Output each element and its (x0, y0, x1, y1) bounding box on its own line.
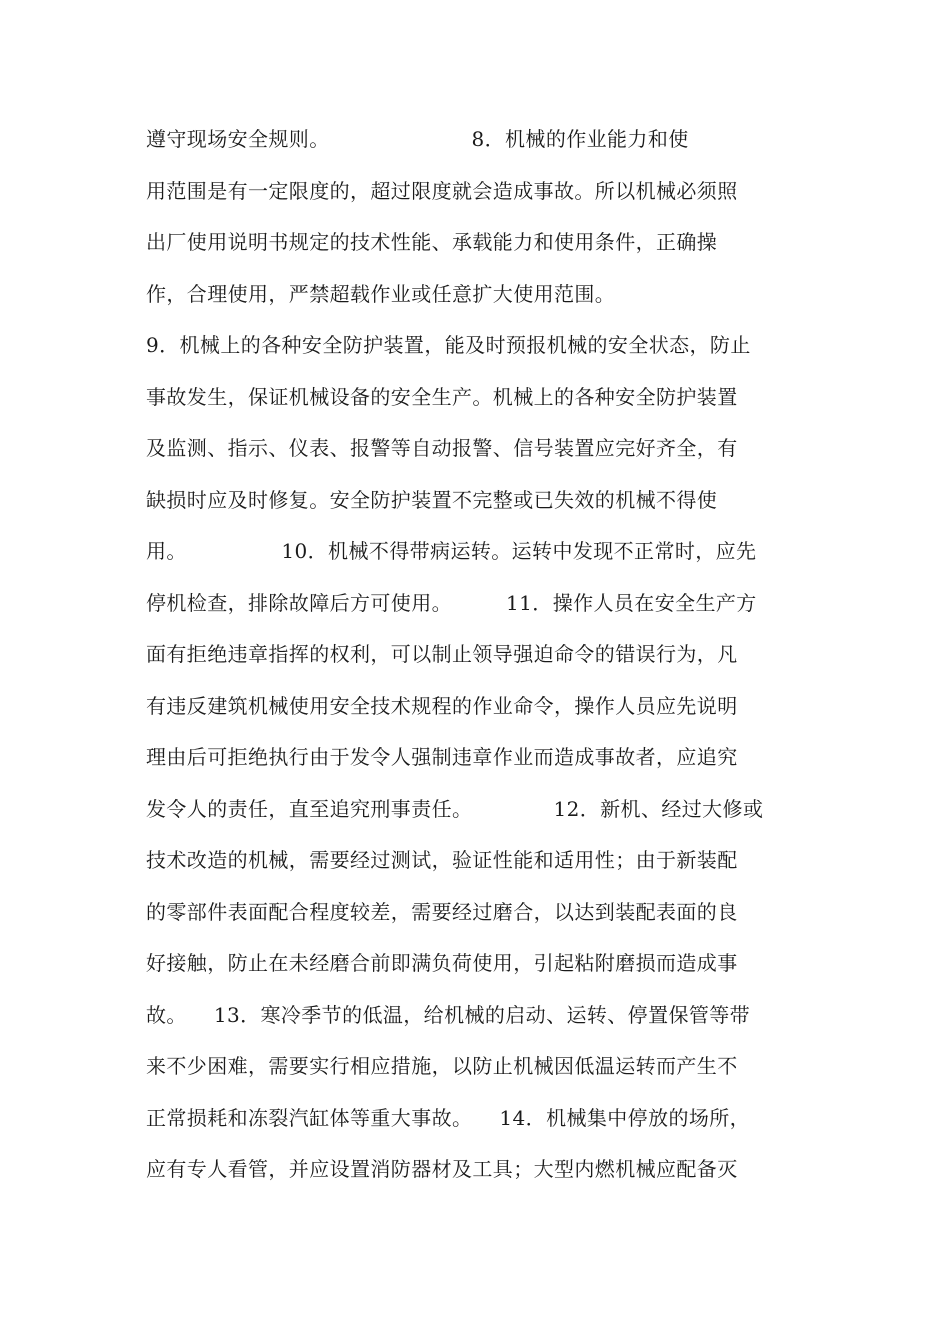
body-text (146, 114, 816, 1196)
text-line: 来不少困难，需要实行相应措施，以防止机械因低温运转而产生不 (146, 1054, 738, 1078)
text-line: 事故发生，保证机械设备的安全生产。机械上的各种安全防护装置 (146, 384, 738, 409)
text-line: 用范围是有一定限度的，超过限度就会造成事故。所以机械必须照 (146, 178, 738, 203)
text-line: 出厂使用说明书规定的技术性能、承载能力和使用条件，正确操 (146, 230, 718, 254)
text-line: 技术改造的机械，需要经过测试，验证性能和适用性；由于新装配 (146, 848, 738, 872)
text-line: 作，合理使用，严禁超载作业或任意扩大使用范围。 (146, 281, 616, 306)
text-line: 正常损耗和冻裂汽缸体等重大事故。 14．机械集中停放的场所， (146, 1105, 751, 1130)
text-line: 停机检查，排除故障后方可使用。 11．操作人员在安全生产方 (146, 590, 757, 615)
text-line: 用。 10．机械不得带病运转。运转中发现不正常时，应先 (146, 539, 757, 563)
text-line: 缺损时应及时修复。安全防护装置不完整或已失效的机械不得使 (146, 487, 718, 512)
text-line: 好接触，防止在未经磨合前即满负荷使用，引起粘附磨损而造成事 (146, 951, 738, 975)
text-line: 的零部件表面配合程度较差，需要经过磨合，以达到装配表面的良 (146, 899, 738, 924)
text-line: 故。 13．寒冷季节的低温，给机械的启动、运转、停置保管等带 (146, 1002, 751, 1027)
text-line: 9．机械上的各种安全防护装置，能及时预报机械的安全状态，防止 (146, 333, 751, 357)
text-line: 及监测、指示、仪表、报警等自动报警、信号装置应完好齐全，有 (146, 436, 738, 460)
text-line: 理由后可拒绝执行由于发令人强制违章作业而造成事故者，应追究 (146, 745, 738, 769)
text-line: 面有拒绝违章指挥的权利，可以制止领导强迫命令的错误行为，凡 (146, 642, 738, 666)
text-line: 有违反建筑机械使用安全技术规程的作业命令，操作人员应先说明 (146, 693, 738, 718)
text-line: 发令人的责任，直至追究刑事责任。 12．新机、经过大修或 (146, 796, 764, 821)
text-line: 应有专人看管，并应设置消防器材及工具；大型内燃机械应配备灭 (146, 1157, 738, 1181)
text-line: 遵守现场安全规则。 8．机械的作业能力和使 (146, 127, 689, 151)
